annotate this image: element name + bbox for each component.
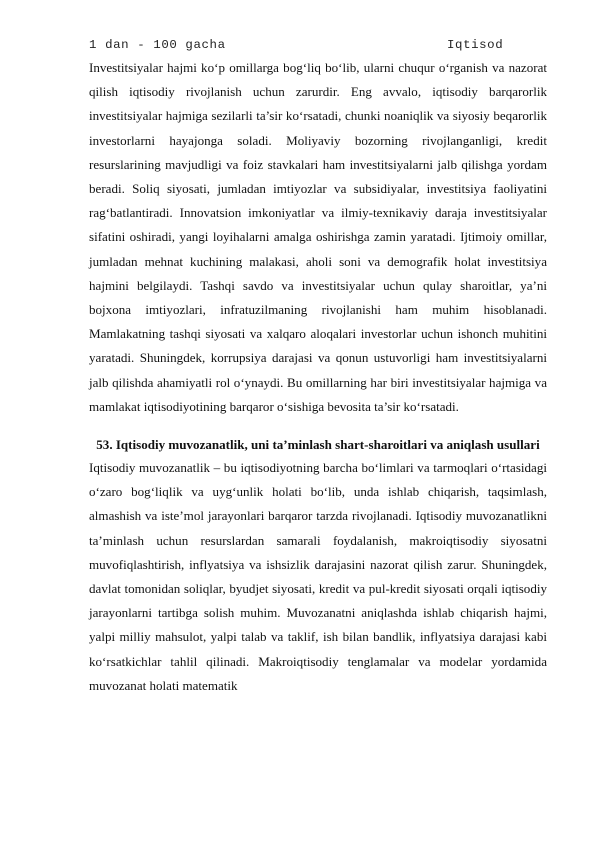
section-heading: 53. Iqtisodiy muvozanatlik, uni ta’minlash shart-sharoitlari va aniqlash usullari: [96, 437, 540, 453]
intro-paragraph: Investitsiyalar hajmi ko‘p omillarga bog‘liq bo‘lib, ularni chuqur o‘rganish va nazorat qilish iqtisodiy rivojlanish uchun zarurdir. Eng avvalo, iqtisodiy barqarorlik investitsiyalar hajmiga sezilarli ta’sir ko‘rsatadi, chunki noaniqlik va siyosiy beqarorlik investorlarni hayajonga soladi. Moliyaviy bozorning rivojlanganligi, kredit resurslarining mavjudligi va foiz stavkalari ham investitsiyalarni jalb qilishga yordam beradi. Soliq siyosati, jumladan imtiyozlar va subsidiyalar, investitsiya faoliyatini rag‘batlantiradi. Innovatsion imkoniyatlar va ilmiy-texnikaviy daraja investitsiyalar sifatini oshiradi, yangi loyihalarni amalga oshirishga zamin yaratadi. Ijtimoiy omillar, jumladan mehnat kuchining malakasi, aholi soni va demografik holat investitsiya hajmini belgilaydi. Tashqi savdo va investitsiyalar uchun qulay sharoitlar, ya’ni bojxona imtiyozlari, infratuzilmaning rivojlanishi ham muhim hisoblanadi. Mamlakatning tashqi siyosati va xalqaro aloqalari investorlar uchun ishonch muhitini yaratadi. Shuningdek, korrupsiya darajasi va qonun ustuvorligi ham investitsiyalarni jalb qilishda ahamiyatli rol o‘ynaydi. Bu omillarning har biri investitsiyalar hajmiga va mamlakat iqtisodiyotining barqaror o‘sishiga bevosita ta’sir ko‘rsatadi.: [89, 60, 547, 414]
header-page-range: 1 dan - 100 gacha: [89, 38, 226, 52]
document-page: [89, 30, 547, 698]
section-paragraph: Iqtisodiy muvozanatlik – bu iqtisodiyotning barcha bo‘limlari va tarmoqlari o‘rtasidagi o‘zaro bog‘liqlik va uyg‘unlik holati bo‘lib, unda ishlab chiqarish, taqsimlash, almashish va iste’mol jarayonlari barqaror tarzda rivojlanadi. Iqtisodiy muvozanatlikni ta’minlash uchun resurslardan samarali foydalanish, makroiqtisodiy siyosatni muvofiqlashtirish, inflyatsiya va ishsizlik darajasini nazorat qilish zarur. Shuningdek, davlat tomonidan soliqlar, byudjet siyosati, kredit va pul-kredit siyosati orqali iqtisodiy jarayonlarni tartibga solish muhim. Muvozanatni aniqlashda ishlab chiqarish hajmi, yalpi milliy mahsulot, yalpi talab va taklif, ish bilan bandlik, inflyatsiya darajasi kabi ko‘rsatkichlar tahlil qilinadi. Makroiqtisodiy tenglamalar va modelar yordamida muvozanat holati matematik: [89, 460, 547, 693]
running-header: [89, 30, 547, 56]
header-subject: Iqtisod: [447, 38, 504, 52]
